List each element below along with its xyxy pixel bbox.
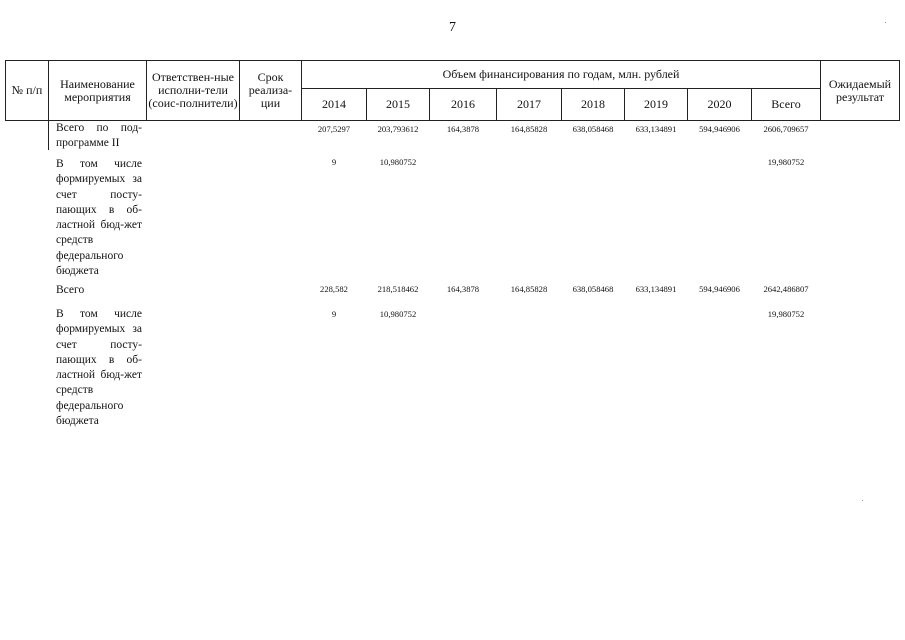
table-cell: 10,980752 [379,309,417,319]
table-cell: 164,3878 [446,284,480,294]
table-cell: 633,134891 [635,124,677,134]
table-cell: 218,518462 [377,284,419,294]
scan-speck [862,500,863,501]
table-cell: 207,5297 [317,124,351,134]
table-cell: 19,980752 [767,309,805,319]
scan-speck [885,22,886,23]
header-name: Наименование мероприятия [60,76,135,104]
table-cell: 9 [331,157,337,167]
table-cell: 638,058468 [572,124,614,134]
table-cell: 203,793612 [377,124,419,134]
table-cell: 2606,709657 [763,124,809,134]
row-label: В том числе формируемых за счет посту-пающих в об-ластной бюд-жет средств федерального бюджета [56,158,142,278]
header-year-2019: 2019 [644,97,668,111]
header-year-2014: 2014 [322,97,346,111]
header-result: Ожидаемый результат [828,76,892,104]
header-funding: Объем финансирования по годам, млн. рублей [442,67,680,81]
table-cell: 164,85828 [510,124,548,134]
table-cell: 19,980752 [767,157,805,167]
table-cell: 633,134891 [635,284,677,294]
table-cell: 594,946906 [699,124,740,134]
table-cell: 638,058468 [572,284,614,294]
header-total: Всего [771,97,801,111]
header-num: № п/п [11,83,43,97]
table-cell: 9 [331,309,337,319]
header-year-2017: 2017 [517,97,541,111]
table-cell: 594,946906 [699,284,740,294]
table-cell: 2642,486807 [763,284,809,294]
header-year-2015: 2015 [386,97,410,111]
header-period: Срок реализа-ции [248,70,293,110]
header-year-2020: 2020 [707,97,732,111]
row-label: Всего [56,284,85,296]
header-year-2018: 2018 [581,97,605,111]
table-cell: 228,582 [320,284,348,294]
row-label: В том числе формируемых за счет посту-пающих в об-ластной бюд-жет средств федерального бюджета [56,308,142,428]
table-cell: 164,85828 [510,284,548,294]
header-executors: Ответствен-ные исполни-тели (соис-полнители) [148,70,238,110]
page-number: 7 [449,20,456,35]
table-cell: 164,3878 [446,124,480,134]
header-year-2016: 2016 [451,97,475,111]
row-label: Всего по под-программе II [56,122,142,150]
table-cell: 10,980752 [379,157,417,167]
